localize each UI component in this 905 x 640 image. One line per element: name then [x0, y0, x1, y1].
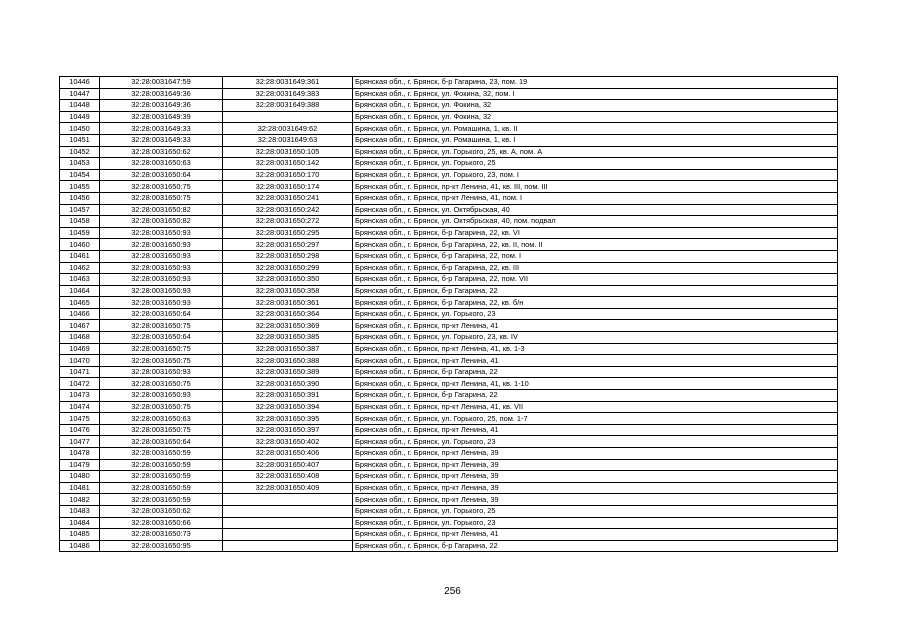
- object-cadastral-number-cell: 32:28:0031650:295: [223, 227, 353, 239]
- row-number-cell: 10449: [60, 111, 100, 123]
- table-row: [60, 332, 838, 344]
- address-cell: Брянская обл., г. Брянск, б-р Гагарина, 22, кв. б/н: [353, 297, 838, 309]
- address-cell: Брянская обл., г. Брянск, ул. Горького, 23: [353, 436, 838, 448]
- address-cell: Брянская обл., г. Брянск, б-р Гагарина, 22, пом. VII: [353, 274, 838, 286]
- object-cadastral-number-cell: 32:28:0031650:407: [223, 459, 353, 471]
- object-cadastral-number-cell: 32:28:0031650:369: [223, 320, 353, 332]
- address-cell: Брянская обл., г. Брянск, ул. Горького, 25: [353, 505, 838, 517]
- land-cadastral-number-cell: 32:28:0031650:93: [100, 390, 223, 402]
- row-number-cell: 10466: [60, 308, 100, 320]
- object-cadastral-number-cell: 32:28:0031650:297: [223, 239, 353, 251]
- land-cadastral-number-cell: 32:28:0031650:64: [100, 308, 223, 320]
- object-cadastral-number-cell: 32:28:0031649:383: [223, 88, 353, 100]
- address-cell: Брянская обл., г. Брянск, ул. Горького, 23, пом. I: [353, 169, 838, 181]
- address-cell: Брянская обл., г. Брянск, б-р Гагарина, 22: [353, 390, 838, 402]
- land-cadastral-number-cell: 32:28:0031650:75: [100, 192, 223, 204]
- row-number-cell: 10457: [60, 204, 100, 216]
- table-row: [60, 355, 838, 367]
- address-cell: Брянская обл., г. Брянск, пр-кт Ленина, 41: [353, 355, 838, 367]
- row-number-cell: 10482: [60, 494, 100, 506]
- row-number-cell: 10481: [60, 482, 100, 494]
- object-cadastral-number-cell: 32:28:0031650:389: [223, 366, 353, 378]
- land-cadastral-number-cell: 32:28:0031650:66: [100, 517, 223, 529]
- table-row: [60, 424, 838, 436]
- object-cadastral-number-cell: 32:28:0031650:174: [223, 181, 353, 193]
- row-number-cell: 10486: [60, 540, 100, 552]
- land-cadastral-number-cell: 32:28:0031650:75: [100, 355, 223, 367]
- object-cadastral-number-cell: 32:28:0031650:406: [223, 448, 353, 460]
- table-row: [60, 494, 838, 506]
- row-number-cell: 10446: [60, 77, 100, 89]
- page-number: 256: [444, 586, 461, 597]
- object-cadastral-number-cell: 32:28:0031650:361: [223, 297, 353, 309]
- land-cadastral-number-cell: 32:28:0031649:39: [100, 111, 223, 123]
- land-cadastral-number-cell: 32:28:0031650:59: [100, 459, 223, 471]
- row-number-cell: 10450: [60, 123, 100, 135]
- row-number-cell: 10448: [60, 100, 100, 112]
- land-cadastral-number-cell: 32:28:0031649:36: [100, 88, 223, 100]
- table-row: [60, 146, 838, 158]
- address-cell: Брянская обл., г. Брянск, пр-кт Ленина, 41, кв. III, пом. III: [353, 181, 838, 193]
- address-cell: Брянская обл., г. Брянск, пр-кт Ленина, 41, пом. I: [353, 192, 838, 204]
- row-number-cell: 10485: [60, 529, 100, 541]
- address-cell: Брянская обл., г. Брянск, б-р Гагарина, 22, кв. II, пом. II: [353, 239, 838, 251]
- address-cell: Брянская обл., г. Брянск, пр-кт Ленина, 41, кв. 1-3: [353, 343, 838, 355]
- land-cadastral-number-cell: 32:28:0031649:33: [100, 123, 223, 135]
- table-row: [60, 77, 838, 89]
- row-number-cell: 10447: [60, 88, 100, 100]
- address-cell: Брянская обл., г. Брянск, б-р Гагарина, 22: [353, 366, 838, 378]
- address-cell: Брянская обл., г. Брянск, пр-кт Ленина, 41: [353, 424, 838, 436]
- address-cell: Брянская обл., г. Брянск, б-р Гагарина, 22, пом. I: [353, 250, 838, 262]
- table-row: [60, 111, 838, 123]
- address-cell: Брянская обл., г. Брянск, б-р Гагарина, 22, кв. III: [353, 262, 838, 274]
- table-row: [60, 192, 838, 204]
- address-cell: Брянская обл., г. Брянск, пр-кт Ленина, 41: [353, 529, 838, 541]
- table-row: [60, 239, 838, 251]
- table-row: [60, 320, 838, 332]
- registry-table-body: [60, 77, 838, 552]
- object-cadastral-number-cell: 32:28:0031650:142: [223, 158, 353, 170]
- row-number-cell: 10470: [60, 355, 100, 367]
- registry-table: [59, 76, 838, 552]
- land-cadastral-number-cell: 32:28:0031650:82: [100, 204, 223, 216]
- table-row: [60, 471, 838, 483]
- address-cell: Брянская обл., г. Брянск, пр-кт Ленина, 41, кв. 1-10: [353, 378, 838, 390]
- object-cadastral-number-cell: 32:28:0031649:388: [223, 100, 353, 112]
- object-cadastral-number-cell: 32:28:0031650:358: [223, 285, 353, 297]
- object-cadastral-number-cell: 32:28:0031649:63: [223, 134, 353, 146]
- object-cadastral-number-cell: 32:28:0031650:402: [223, 436, 353, 448]
- address-cell: Брянская обл., г. Брянск, б-р Гагарина, 22: [353, 285, 838, 297]
- object-cadastral-number-cell: 32:28:0031650:385: [223, 332, 353, 344]
- address-cell: Брянская обл., г. Брянск, ул. Фокина, 32, пом. I: [353, 88, 838, 100]
- address-cell: Брянская обл., г. Брянск, ул. Октябрьская, 40, пом. подвал: [353, 216, 838, 228]
- row-number-cell: 10453: [60, 158, 100, 170]
- object-cadastral-number-cell: 32:28:0031650:299: [223, 262, 353, 274]
- table-row: [60, 308, 838, 320]
- object-cadastral-number-cell: 32:28:0031650:390: [223, 378, 353, 390]
- row-number-cell: 10479: [60, 459, 100, 471]
- table-row: [60, 181, 838, 193]
- row-number-cell: 10483: [60, 505, 100, 517]
- row-number-cell: 10462: [60, 262, 100, 274]
- row-number-cell: 10452: [60, 146, 100, 158]
- row-number-cell: 10475: [60, 413, 100, 425]
- land-cadastral-number-cell: 32:28:0031649:33: [100, 134, 223, 146]
- object-cadastral-number-cell: 32:28:0031650:241: [223, 192, 353, 204]
- row-number-cell: 10458: [60, 216, 100, 228]
- row-number-cell: 10460: [60, 239, 100, 251]
- land-cadastral-number-cell: 32:28:0031650:59: [100, 448, 223, 460]
- land-cadastral-number-cell: 32:28:0031650:59: [100, 482, 223, 494]
- land-cadastral-number-cell: 32:28:0031650:73: [100, 529, 223, 541]
- object-cadastral-number-cell: 32:28:0031650:408: [223, 471, 353, 483]
- row-number-cell: 10456: [60, 192, 100, 204]
- address-cell: Брянская обл., г. Брянск, б-р Гагарина, 22, кв. VI: [353, 227, 838, 239]
- table-row: [60, 401, 838, 413]
- object-cadastral-number-cell: 32:28:0031650:388: [223, 355, 353, 367]
- address-cell: Брянская обл., г. Брянск, пр-кт Ленина, 41, кв. VII: [353, 401, 838, 413]
- table-row: [60, 413, 838, 425]
- row-number-cell: 10469: [60, 343, 100, 355]
- land-cadastral-number-cell: 32:28:0031650:62: [100, 505, 223, 517]
- object-cadastral-number-cell: [223, 494, 353, 506]
- object-cadastral-number-cell: 32:28:0031650:350: [223, 274, 353, 286]
- land-cadastral-number-cell: 32:28:0031650:59: [100, 471, 223, 483]
- land-cadastral-number-cell: 32:28:0031650:63: [100, 413, 223, 425]
- table-row: [60, 529, 838, 541]
- object-cadastral-number-cell: 32:28:0031650:170: [223, 169, 353, 181]
- table-row: [60, 134, 838, 146]
- land-cadastral-number-cell: 32:28:0031650:93: [100, 250, 223, 262]
- table-row: [60, 88, 838, 100]
- table-row: [60, 285, 838, 297]
- land-cadastral-number-cell: 32:28:0031650:59: [100, 494, 223, 506]
- row-number-cell: 10473: [60, 390, 100, 402]
- address-cell: Брянская обл., г. Брянск, б-р Гагарина, 23, пом. 19: [353, 77, 838, 89]
- object-cadastral-number-cell: [223, 505, 353, 517]
- object-cadastral-number-cell: [223, 517, 353, 529]
- object-cadastral-number-cell: 32:28:0031650:409: [223, 482, 353, 494]
- object-cadastral-number-cell: 32:28:0031650:394: [223, 401, 353, 413]
- land-cadastral-number-cell: 32:28:0031650:93: [100, 274, 223, 286]
- address-cell: Брянская обл., г. Брянск, ул. Горького, 23: [353, 517, 838, 529]
- row-number-cell: 10476: [60, 424, 100, 436]
- table-row: [60, 366, 838, 378]
- table-row: [60, 227, 838, 239]
- land-cadastral-number-cell: 32:28:0031650:75: [100, 181, 223, 193]
- address-cell: Брянская обл., г. Брянск, ул. Горького, 23, кв. IV: [353, 332, 838, 344]
- address-cell: Брянская обл., г. Брянск, ул. Фокина, 32: [353, 111, 838, 123]
- land-cadastral-number-cell: 32:28:0031649:36: [100, 100, 223, 112]
- address-cell: Брянская обл., г. Брянск, пр-кт Ленина, 39: [353, 494, 838, 506]
- row-number-cell: 10459: [60, 227, 100, 239]
- land-cadastral-number-cell: 32:28:0031647:59: [100, 77, 223, 89]
- land-cadastral-number-cell: 32:28:0031650:95: [100, 540, 223, 552]
- table-row: [60, 204, 838, 216]
- address-cell: Брянская обл., г. Брянск, пр-кт Ленина, 39: [353, 448, 838, 460]
- row-number-cell: 10463: [60, 274, 100, 286]
- row-number-cell: 10474: [60, 401, 100, 413]
- land-cadastral-number-cell: 32:28:0031650:93: [100, 227, 223, 239]
- object-cadastral-number-cell: 32:28:0031649:62: [223, 123, 353, 135]
- land-cadastral-number-cell: 32:28:0031650:93: [100, 297, 223, 309]
- row-number-cell: 10461: [60, 250, 100, 262]
- row-number-cell: 10478: [60, 448, 100, 460]
- row-number-cell: 10467: [60, 320, 100, 332]
- address-cell: Брянская обл., г. Брянск, ул. Фокина, 32: [353, 100, 838, 112]
- row-number-cell: 10455: [60, 181, 100, 193]
- row-number-cell: 10454: [60, 169, 100, 181]
- object-cadastral-number-cell: 32:28:0031650:395: [223, 413, 353, 425]
- row-number-cell: 10464: [60, 285, 100, 297]
- address-cell: Брянская обл., г. Брянск, ул. Горького, 25, пом. 1-7: [353, 413, 838, 425]
- object-cadastral-number-cell: 32:28:0031650:242: [223, 204, 353, 216]
- land-cadastral-number-cell: 32:28:0031650:64: [100, 169, 223, 181]
- address-cell: Брянская обл., г. Брянск, пр-кт Ленина, 39: [353, 482, 838, 494]
- table-row: [60, 459, 838, 471]
- table-row: [60, 505, 838, 517]
- row-number-cell: 10471: [60, 366, 100, 378]
- row-number-cell: 10468: [60, 332, 100, 344]
- table-row: [60, 100, 838, 112]
- table-row: [60, 390, 838, 402]
- table-row: [60, 378, 838, 390]
- address-cell: Брянская обл., г. Брянск, б-р Гагарина, 22: [353, 540, 838, 552]
- row-number-cell: 10477: [60, 436, 100, 448]
- object-cadastral-number-cell: 32:28:0031649:361: [223, 77, 353, 89]
- address-cell: Брянская обл., г. Брянск, ул. Горького, 25, кв. А, пом. А: [353, 146, 838, 158]
- table-row: [60, 123, 838, 135]
- object-cadastral-number-cell: 32:28:0031650:298: [223, 250, 353, 262]
- table-row: [60, 262, 838, 274]
- object-cadastral-number-cell: 32:28:0031650:397: [223, 424, 353, 436]
- land-cadastral-number-cell: 32:28:0031650:75: [100, 343, 223, 355]
- row-number-cell: 10472: [60, 378, 100, 390]
- table-row: [60, 343, 838, 355]
- table-row: [60, 517, 838, 529]
- table-row: [60, 274, 838, 286]
- land-cadastral-number-cell: 32:28:0031650:62: [100, 146, 223, 158]
- table-row: [60, 436, 838, 448]
- table-row: [60, 216, 838, 228]
- row-number-cell: 10465: [60, 297, 100, 309]
- table-row: [60, 250, 838, 262]
- address-cell: Брянская обл., г. Брянск, ул. Горького, 23: [353, 308, 838, 320]
- land-cadastral-number-cell: 32:28:0031650:93: [100, 239, 223, 251]
- land-cadastral-number-cell: 32:28:0031650:75: [100, 378, 223, 390]
- land-cadastral-number-cell: 32:28:0031650:82: [100, 216, 223, 228]
- object-cadastral-number-cell: 32:28:0031650:391: [223, 390, 353, 402]
- land-cadastral-number-cell: 32:28:0031650:93: [100, 285, 223, 297]
- table-row: [60, 169, 838, 181]
- address-cell: Брянская обл., г. Брянск, пр-кт Ленина, 39: [353, 471, 838, 483]
- table-row: [60, 448, 838, 460]
- land-cadastral-number-cell: 32:28:0031650:64: [100, 436, 223, 448]
- table-row: [60, 540, 838, 552]
- address-cell: Брянская обл., г. Брянск, ул. Октябрьская, 40: [353, 204, 838, 216]
- land-cadastral-number-cell: 32:28:0031650:93: [100, 366, 223, 378]
- object-cadastral-number-cell: [223, 111, 353, 123]
- land-cadastral-number-cell: 32:28:0031650:63: [100, 158, 223, 170]
- table-row: [60, 297, 838, 309]
- land-cadastral-number-cell: 32:28:0031650:75: [100, 320, 223, 332]
- address-cell: Брянская обл., г. Брянск, ул. Горького, 25: [353, 158, 838, 170]
- address-cell: Брянская обл., г. Брянск, ул. Ромашина, 1, кв. II: [353, 123, 838, 135]
- land-cadastral-number-cell: 32:28:0031650:93: [100, 262, 223, 274]
- row-number-cell: 10451: [60, 134, 100, 146]
- table-row: [60, 158, 838, 170]
- table-row: [60, 482, 838, 494]
- address-cell: Брянская обл., г. Брянск, пр-кт Ленина, 41: [353, 320, 838, 332]
- land-cadastral-number-cell: 32:28:0031650:75: [100, 424, 223, 436]
- object-cadastral-number-cell: 32:28:0031650:272: [223, 216, 353, 228]
- land-cadastral-number-cell: 32:28:0031650:64: [100, 332, 223, 344]
- object-cadastral-number-cell: 32:28:0031650:105: [223, 146, 353, 158]
- address-cell: Брянская обл., г. Брянск, пр-кт Ленина, 39: [353, 459, 838, 471]
- row-number-cell: 10480: [60, 471, 100, 483]
- land-cadastral-number-cell: 32:28:0031650:75: [100, 401, 223, 413]
- address-cell: Брянская обл., г. Брянск, ул. Ромашина, 1, кв. I: [353, 134, 838, 146]
- object-cadastral-number-cell: 32:28:0031650:364: [223, 308, 353, 320]
- object-cadastral-number-cell: [223, 540, 353, 552]
- object-cadastral-number-cell: [223, 529, 353, 541]
- object-cadastral-number-cell: 32:28:0031650:387: [223, 343, 353, 355]
- row-number-cell: 10484: [60, 517, 100, 529]
